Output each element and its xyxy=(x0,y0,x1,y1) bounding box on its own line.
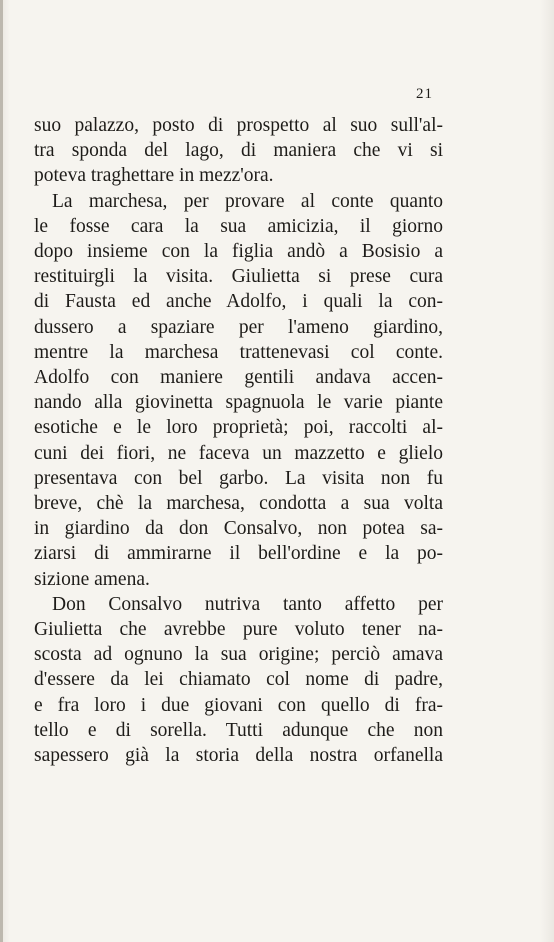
text-line: tello e di sorella. Tutti adunque che non xyxy=(34,719,443,741)
text-line: scosta ad ognuno la sua origine; perciò amava xyxy=(34,644,443,666)
text-line: d'essere da lei chiamato col nome di padre, xyxy=(34,669,443,691)
paragraph-2 xyxy=(34,189,443,592)
text-line: in giardino da don Consalvo, non potea sa- xyxy=(34,518,443,540)
text-line: suo palazzo, posto di prospetto al suo sull'al- xyxy=(34,115,443,136)
text-line: tra sponda del lago, di maniera che vi si xyxy=(34,140,443,162)
page-number: 21 xyxy=(416,86,433,102)
text-line: La marchesa, per provare al conte quanto xyxy=(52,190,443,212)
text-line: Don Consalvo nutriva tanto affetto per xyxy=(52,593,443,615)
paragraph-1 xyxy=(34,113,443,189)
body-text xyxy=(34,113,443,768)
text-line: Adolfo con maniere gentili andava accen- xyxy=(34,367,443,389)
text-line: sapessero già la storia della nostra orfanella xyxy=(34,745,443,767)
text-line: cuni dei fiori, ne faceva un mazzetto e glielo xyxy=(34,442,443,464)
text-line: breve, chè la marchesa, condotta a sua volta xyxy=(34,493,443,515)
text-line: esotiche e le loro proprietà; poi, raccolti al- xyxy=(34,417,443,439)
text-line: dopo insieme con la figlia andò a Bosisio a xyxy=(34,241,443,263)
text-line: le fosse cara la sua amicizia, il giorno xyxy=(34,215,443,237)
text-line: e fra loro i due giovani con quello di fra- xyxy=(34,694,443,716)
text-line: mentre la marchesa trattenevasi col conte. xyxy=(34,341,443,363)
text-line: restituirgli la visita. Giulietta si prese cura xyxy=(34,266,443,288)
text-line: di Fausta ed anche Adolfo, i quali la con- xyxy=(34,291,443,313)
text-line: nando alla giovinetta spagnuola le varie piante xyxy=(34,392,443,414)
paragraph-3 xyxy=(34,592,443,768)
text-line: sizione amena. xyxy=(34,568,150,590)
text-line: ziarsi di ammirarne il bell'ordine e la po- xyxy=(34,543,443,565)
text-line: presentava con bel garbo. La visita non fu xyxy=(34,467,443,489)
text-line: poteva traghettare in mezz'ora. xyxy=(34,165,274,187)
text-line: dussero a spaziare per l'ameno giardino, xyxy=(34,316,443,338)
text-line: Giulietta che avrebbe pure voluto tener na- xyxy=(34,619,443,641)
page-binding-edge xyxy=(0,0,3,942)
